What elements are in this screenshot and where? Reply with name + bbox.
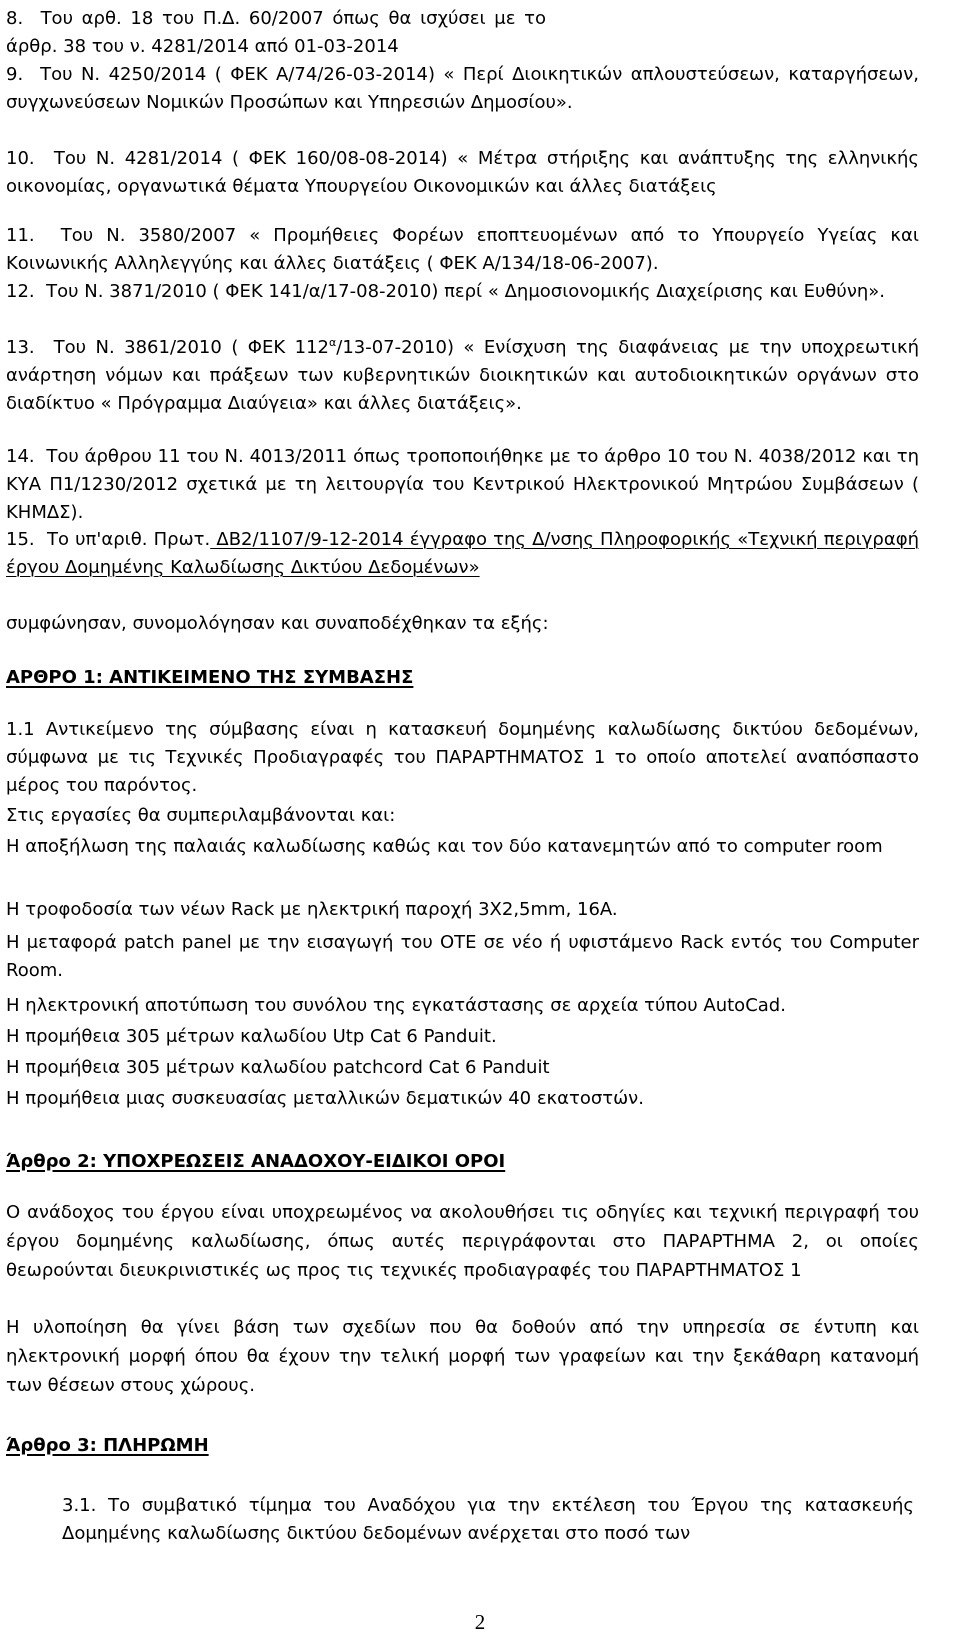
item-number: 12. [6,281,35,302]
agreement-line: συμφώνησαν, συνομολόγησαν και συναποδέχθηκαν τα εξής: [6,613,549,634]
article-3-heading: Άρθρο 3: ΠΛΗΡΩΜΗ [6,1435,209,1456]
item-text: Του άρθρου 11 του Ν. 4013/2011 όπως τροποποιήθηκε με το άρθρο 10 του Ν. 4038/2012 και τη ΚΥΑ Π1/1230/2012 σχετικά με τη λειτουργία του Κεντρικού Ηλεκτρονικού Μητρώου Συμβάσεων ( ΚΗΜΔΣ). [6,446,919,523]
list-item [6,443,919,527]
article-1-heading: ΑΡΘΡΟ 1: ΑΝΤΙΚΕΙΜΕΝΟ ΤΗΣ ΣΥΜΒΑΣΗΣ [6,667,414,688]
item-number: 15. [6,529,35,550]
list-item [6,222,919,278]
article-3-paragraph: 3.1. Το συμβατικό τίμημα του Αναδόχου για την εκτέλεση του Έργου της κατασκευής Δομημένης καλωδίωσης δικτύου δεδομένων ανέρχεται στο ποσό των [62,1495,914,1544]
article-2-paragraph: Ο ανάδοχος του έργου είναι υποχρεωμένος να ακολουθήσει τις οδηγίες και τεχνική περιγραφή του έργου δομημένης καλωδίωσης, όπως αυτές περιγράφονται στο ΠΑΡΑΡΤΗΜΑ 2, οι οποίες θεωρούνται διευκρινιστικές ως προς τις τεχνικές προδιαγραφές του ΠΑΡΑΡΤΗΜΑΤΟΣ 1 [6,1202,919,1281]
list-item [6,334,919,418]
item-number: 11. [6,225,35,246]
task-line: Η αποξήλωση της παλαιάς καλωδίωσης καθώς και τον δύο κατανεμητών από το computer room [6,836,883,857]
item-number: 13. [6,337,35,358]
task-line: Η τροφοδοσία των νέων Rack με ηλεκτρική παροχή 3Χ2,5mm, 16A. [6,899,618,920]
item-text: Του αρθ. 18 του Π.Δ. 60/2007 όπως θα ισχύσει με το άρθρ. 38 του ν. 4281/2014 από 01-03-2014 [6,8,546,57]
task-line: Η μεταφορά patch panel με την εισαγωγή του ΟΤΕ σε νέο ή υφιστάμενο Rack εντός του Computer Room. [6,932,919,981]
list-item [6,145,919,201]
item-text: Του Ν. 4250/2014 ( ΦΕΚ Α/74/26-03-2014) « Περί Διοικητικών απλουστεύσεων, καταργήσεων, συγχωνεύσεων Νομικών Προσώπων και Υπηρεσιών Δημοσίου». [6,64,919,113]
page-number: 2 [474,1610,486,1634]
item-text: Του Ν. 3580/2007 « Προμήθειες Φορέων εποπτευομένων από το Υπουργείο Υγείας και Κοινωνικής Αλληλεγγύης και άλλες διατάξεις ( ΦΕΚ Α/134/18-06-2007). [6,225,919,274]
task-line: Η προμήθεια 305 μέτρων καλωδίου patchcord Cat 6 Panduit [6,1057,550,1078]
task-line: Η προμήθεια 305 μέτρων καλωδίου Utp Cat 6 Panduit. [6,1026,497,1047]
item-text: Το υπ'αριθ. Πρωτ. ΔΒ2/1107/9-12-2014 έγγραφο της Δ/νσης Πληροφορικής «Τεχνική περιγραφή έργου Δομημένης Καλωδίωσης Δικτύου Δεδομένων» [6,529,919,578]
item-number: 9. [6,64,24,85]
article-2-heading: Άρθρο 2: ΥΠΟΧΡΕΩΣΕΙΣ ΑΝΑΔΟΧΟΥ-ΕΙΔΙΚΟΙ ΟΡΟΙ [6,1151,506,1172]
item-number: 8. [6,8,24,29]
item-text: Του Ν. 3871/2010 ( ΦΕΚ 141/α/17-08-2010) περί « Δημοσιονομικής Διαχείρισης και Ευθύνη». [46,281,886,302]
item-text: Του Ν. 3861/2010 ( ΦΕΚ $112^\alpha/13-07-2010$) « Ενίσχυση της διαφάνειας με την υποχρεωτική ανάρτηση νόμων και πράξεων των κυβερνητικών διοικητικών και αυτοδιοικητικών οργάνων στο διαδίκτυο « Πρόγραμμα Διαύγεια» και άλλες διατάξεις». [6,336,920,414]
article-1-intro: 1.1 Αντικείμενο της σύμβασης είναι η κατασκευή δομημένης καλωδίωσης δικτύου δεδομένων, σύμφωνα με τις Τεχνικές Προδιαγραφές του ΠΑΡΑΡΤΗΜΑΤΟΣ 1 το οποίο αποτελεί αναπόσπαστο μέρος του παρόντος. [6,719,919,796]
task-line: Η προμήθεια μιας συσκευασίας μεταλλικών δεματικών 40 εκατοστών. [6,1088,644,1109]
list-item [6,61,919,117]
task-line: Η ηλεκτρονική αποτύπωση του συνόλου της εγκατάστασης σε αρχεία τύπου AutoCad. [6,995,786,1016]
item-text: Του Ν. 4281/2014 ( ΦΕΚ 160/08-08-2014) « Μέτρα στήριξης και ανάπτυξης της ελληνικής οικονομίας, οργανωτικά θέματα Υπουργείου Οικονομικών και άλλες διατάξεις [6,148,919,197]
article-2-paragraph: Η υλοποίηση θα γίνει βάση των σχεδίων που θα δοθούν από την υπηρεσία σε έντυπη και ηλεκτρονική μορφή όπου θα έχουν την τελική μορφή των γραφείων και την ξεκάθαρη κατανομή των θέσεων στους χώρους. [6,1317,919,1396]
item-number: 14. [6,446,35,467]
list-item [6,278,919,306]
item-number: 10. [6,148,35,169]
reference-document-link-text: ΔΒ2/1107/9-12-2014 έγγραφο της Δ/νσης Πληροφορικής «Τεχνική περιγραφή έργου Δομημένης Καλωδίωσης Δικτύου Δεδομένων» [6,529,919,578]
article-1-tasks-label: Στις εργασίες θα συμπεριλαμβάνονται και: [6,805,396,826]
list-item [6,526,919,582]
list-item [6,5,546,61]
